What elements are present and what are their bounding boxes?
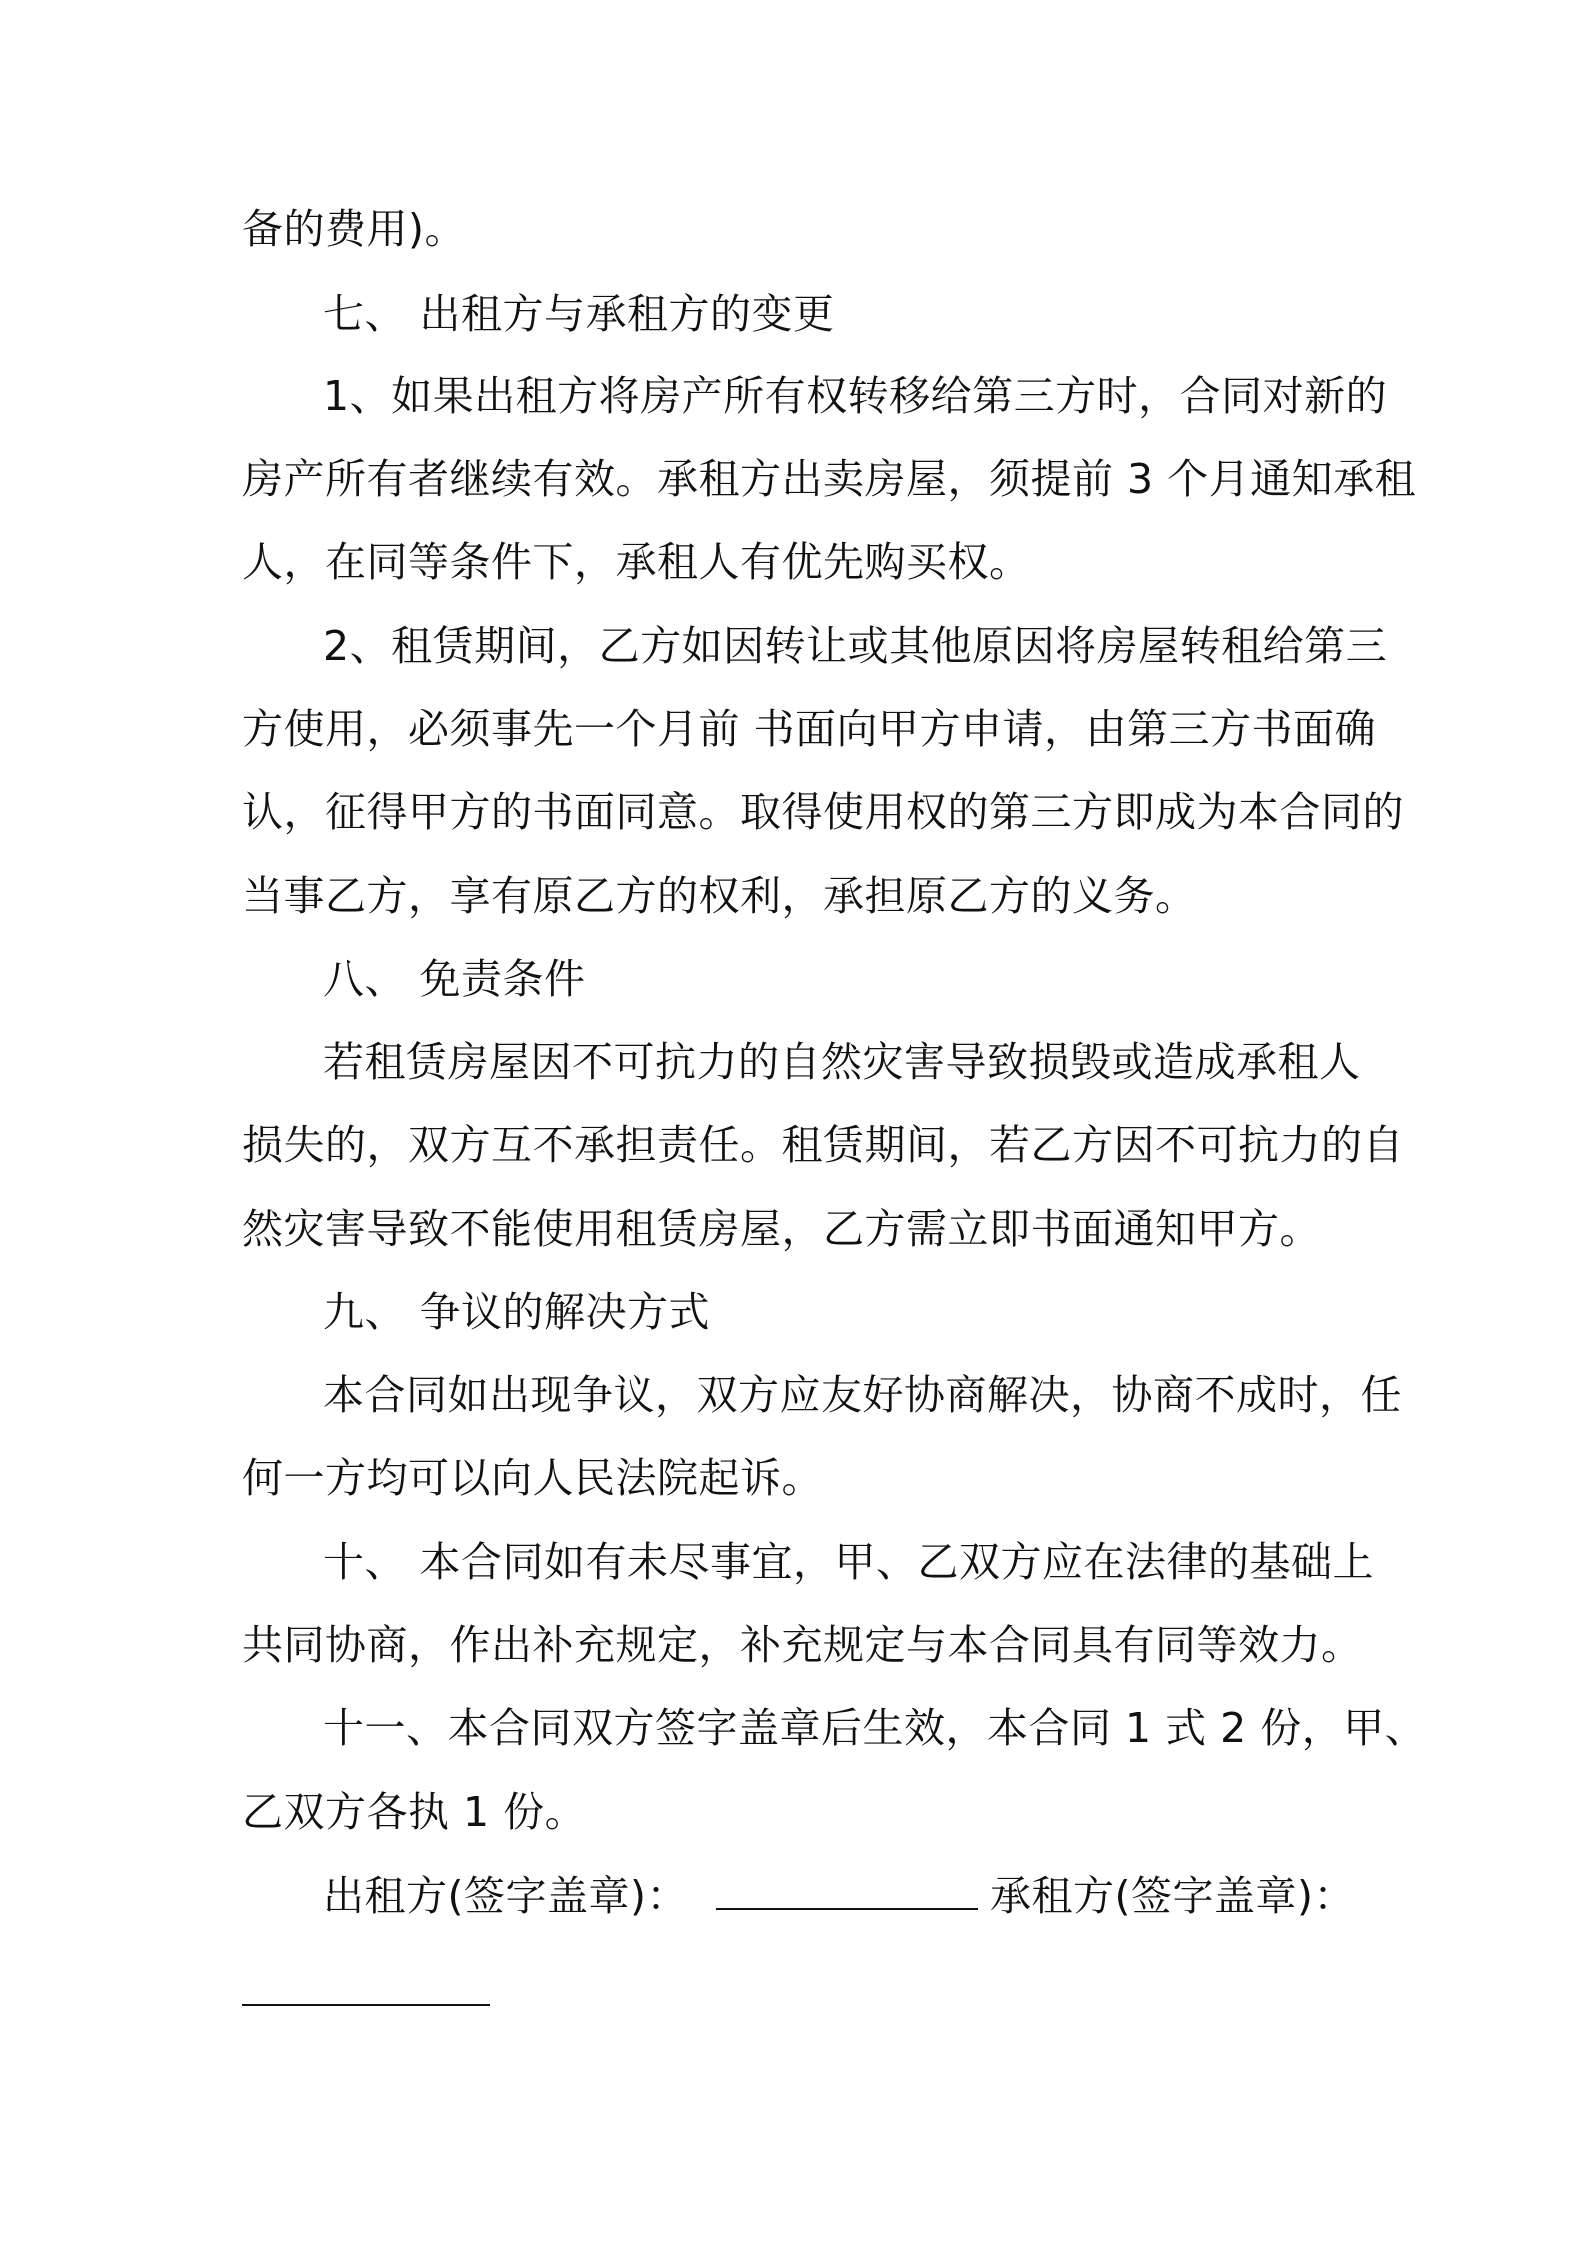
text-line: 何一方均可以向人民法院起诉。 <box>242 1454 823 1502</box>
text-line: 方使用，必须事先一个月前 书面向甲方申请，由第三方书面确 <box>242 705 1377 753</box>
text-line: 共同协商，作出补充规定，补充规定与本合同具有同等效力。 <box>242 1621 1363 1669</box>
lessor-signature-label: 出租方(签字盖章)： <box>323 1872 688 1920</box>
text-line: 乙双方各执 1 份。 <box>242 1788 587 1836</box>
section-heading-9: 九、 争议的解决方式 <box>323 1288 711 1336</box>
lessee-signature-label: 承租方(签字盖章)： <box>990 1872 1355 1920</box>
section-heading-7: 七、 出租方与承租方的变更 <box>323 290 835 338</box>
text-line: 若租赁房屋因不可抗力的自然灾害导致损毁或造成承租人 <box>323 1038 1361 1086</box>
text-line: 1、如果出租方将房产所有权转移给第三方时，合同对新的 <box>323 372 1388 420</box>
text-line: 损失的，双方互不承担责任。租赁期间，若乙方因不可抗力的自 <box>242 1121 1404 1169</box>
text-line: 然灾害导致不能使用租赁房屋，乙方需立即书面通知甲方。 <box>242 1205 1321 1253</box>
lessor-signature-blank <box>716 1870 978 1910</box>
section-heading-10: 十、 本合同如有未尽事宜，甲、乙双方应在法律的基础上 <box>323 1538 1375 1586</box>
text-line: 当事乙方，享有原乙方的权利，承担原乙方的义务。 <box>242 872 1197 920</box>
text-line: 人，在同等条件下，承租人有优先购买权。 <box>242 538 1031 586</box>
text-line: 备的费用)。 <box>242 205 466 253</box>
section-heading-11: 十一、本合同双方签字盖章后生效，本合同 1 式 2 份，甲、 <box>323 1704 1427 1752</box>
section-heading-8: 八、 免责条件 <box>323 955 586 1003</box>
text-line: 2、租赁期间，乙方如因转让或其他原因将房屋转租给第三 <box>323 622 1388 670</box>
signature-line <box>323 1870 1355 1921</box>
text-line: 房产所有者继续有效。承租方出卖房屋，须提前 3 个月通知承租 <box>242 455 1417 503</box>
text-line: 本合同如出现争议，双方应友好协商解决，协商不成时，任 <box>323 1371 1402 1419</box>
lessee-signature-blank <box>242 2004 490 2006</box>
text-line: 认，征得甲方的书面同意。取得使用权的第三方即成为本合同的 <box>242 788 1404 836</box>
